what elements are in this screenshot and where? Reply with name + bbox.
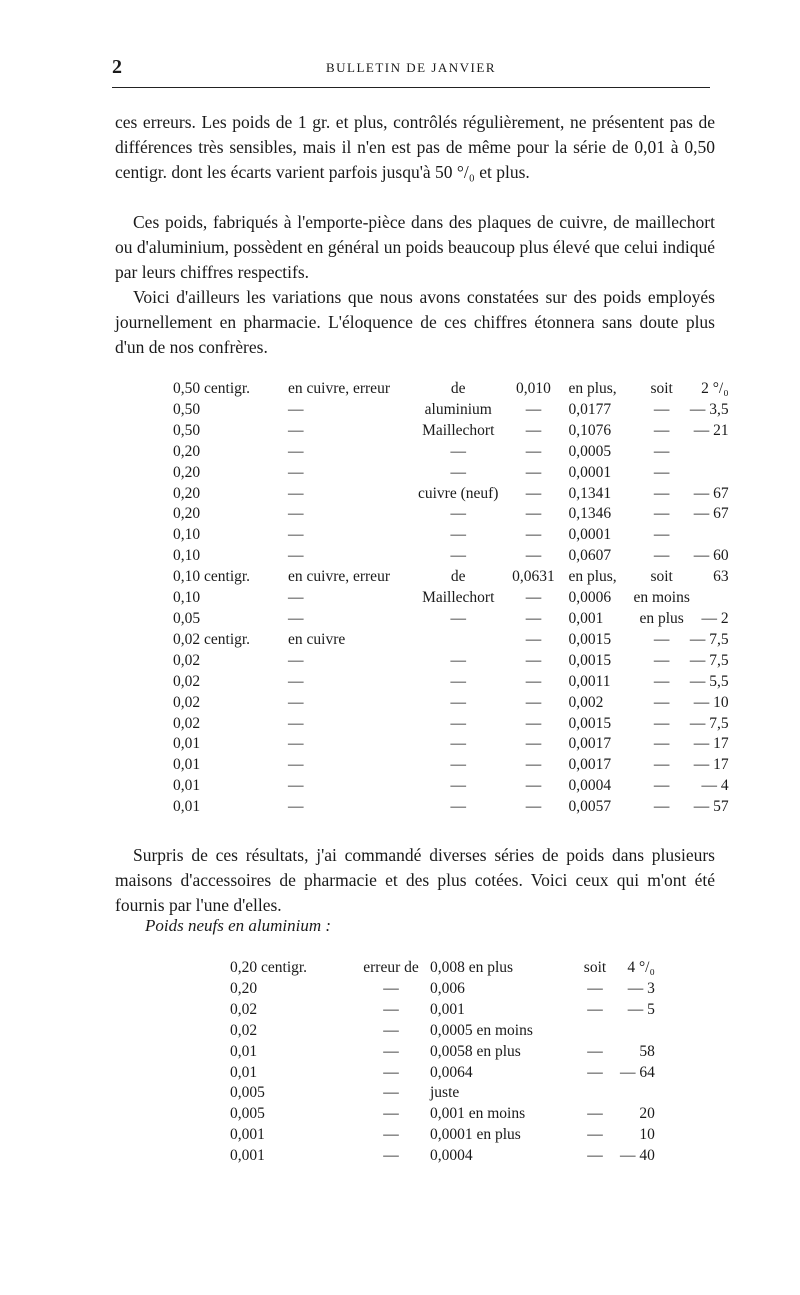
table-cell: juste (430, 1084, 460, 1102)
table-cell: — (653, 756, 670, 774)
table-cell: — (525, 400, 542, 418)
table-row (173, 734, 729, 755)
table-cell: — (653, 442, 670, 460)
table-cell: — (587, 1063, 603, 1081)
table-cell: 0,0004 (568, 777, 612, 795)
table-cell: — (653, 651, 670, 669)
table-cell: soit (650, 568, 673, 586)
table-cell: — (450, 547, 466, 565)
table-cell: 0,001 (430, 1000, 465, 1018)
table-cell: — (587, 1000, 603, 1018)
table-row (173, 776, 729, 797)
table-cell: — 57 (693, 798, 729, 816)
table-cell: — (288, 735, 304, 753)
table-cell: 0,0001 en plus (430, 1126, 521, 1144)
table-row (173, 400, 729, 421)
table-cell: 0,0015 (568, 651, 612, 669)
table-row (173, 672, 729, 693)
table-cell: — (450, 651, 466, 669)
table-cell: 0,005 (230, 1084, 265, 1102)
table-cell: 0,010 (516, 380, 551, 397)
table-cell: 58 (639, 1042, 655, 1060)
table-cell: — (525, 735, 542, 753)
table-cell: — 17 (693, 756, 729, 774)
table-cell: 0,1346 (568, 505, 612, 523)
table-cell: — (450, 609, 466, 627)
table-row (173, 693, 729, 714)
table-cell: — (525, 798, 542, 816)
table-cell: 0,0607 (568, 547, 612, 565)
aluminium-weights-table (230, 958, 655, 1167)
table-cell: 0,10 (173, 547, 201, 565)
table-cell: 0,0057 (568, 798, 612, 816)
table-cell: — (525, 463, 542, 481)
table-cell: — (587, 1105, 603, 1123)
table-cell: — (288, 609, 304, 627)
table-row (173, 651, 729, 672)
table-cell: — (450, 505, 466, 523)
table-cell: — (653, 484, 670, 502)
table-cell: 0,1341 (568, 484, 612, 502)
table-cell: 0,50 (173, 400, 201, 418)
table-cell: — (525, 484, 542, 502)
table-row (173, 504, 729, 525)
table-row (230, 1000, 655, 1021)
table-row (173, 546, 729, 567)
table-row (173, 484, 729, 505)
table-cell: — (288, 400, 304, 418)
table-cell: en cuivre, erreur (288, 380, 390, 397)
table-cell: — (288, 756, 304, 774)
table-cell: — (288, 714, 304, 732)
table-cell (418, 630, 498, 651)
table-cell: — (525, 630, 542, 648)
table-row (230, 1063, 655, 1084)
table-cell: — (288, 693, 304, 711)
table-cell (690, 525, 729, 546)
table-cell: — 7,5 (689, 651, 729, 669)
table-row (230, 979, 655, 1000)
table-cell: — (653, 672, 670, 690)
table-cell: — (587, 1147, 603, 1165)
table-cell: 0,0017 (568, 756, 612, 774)
table-cell: — (525, 672, 542, 690)
table-row (173, 797, 729, 818)
table-cell: — 67 (693, 505, 729, 523)
table-cell: — (288, 505, 304, 523)
table-cell: 0,0011 (568, 672, 611, 690)
table-cell: de (450, 568, 466, 586)
paragraph-1: ces erreurs. Les poids de 1 gr. et plus, contrôlés régulièrement, ne présentent pas de différences très sensibles, mais il n'en est pas de même pour la série de 0,01 à 0,50 centigr. dont les écarts varient parfois jusqu'à 50 °/₀ et plus. (115, 112, 715, 182)
table-cell: 0,006 (430, 979, 465, 997)
table-row (173, 609, 729, 630)
table-cell: 4 °/₀ (627, 959, 655, 976)
table-cell: 0,02 (173, 714, 201, 732)
table-cell: — 17 (693, 735, 729, 753)
table-row (173, 567, 729, 588)
table-cell: — (525, 756, 542, 774)
table-cell: — 3,5 (689, 400, 729, 418)
page-number: 2 (112, 56, 122, 78)
table-cell: 0,02 centigr. (173, 630, 251, 648)
table-cell: — (450, 693, 466, 711)
table-cell: 10 (639, 1126, 655, 1144)
table-cell: 0,20 (173, 442, 201, 460)
table-cell (690, 588, 729, 609)
table-cell: 0,02 (173, 672, 201, 690)
table-cell: 0,01 (173, 735, 201, 753)
table-cell: en plus, (568, 568, 617, 586)
table-cell: — (288, 547, 304, 565)
table-row (230, 958, 655, 979)
table-cell: 0,0017 (568, 735, 612, 753)
table-cell: en plus (639, 609, 684, 627)
table-cell: en cuivre, erreur (288, 568, 390, 586)
table-row (173, 463, 729, 484)
table-row (173, 714, 729, 735)
table-cell: 0,10 (173, 526, 201, 544)
table-cell: — 7,5 (689, 714, 729, 732)
table-cell (690, 442, 729, 463)
table-cell: en moins (633, 589, 690, 607)
table-cell: — (288, 442, 304, 460)
table-cell: 0,01 (230, 1063, 258, 1081)
table-cell: — (653, 693, 670, 711)
table-cell: — (653, 714, 670, 732)
table-cell: 0,20 (173, 463, 201, 481)
table-cell: — 4 (701, 777, 729, 795)
table-cell: — (288, 672, 304, 690)
table-cell: — (450, 463, 466, 481)
table-cell: — 5 (627, 1000, 655, 1018)
table-row (173, 442, 729, 463)
table-cell: 0,0005 (568, 442, 612, 460)
table-cell: — (653, 547, 670, 565)
table-cell: 0,10 (173, 589, 201, 607)
table-cell: — (653, 400, 670, 418)
table-cell: — (587, 1126, 603, 1144)
table-cell: — (288, 463, 304, 481)
table-cell: 0,20 (173, 505, 201, 523)
running-title: BULLETIN DE JANVIER (325, 60, 497, 75)
header-rule (112, 87, 710, 88)
table-cell: — 10 (693, 693, 729, 711)
table-cell: — (525, 421, 542, 439)
table-cell: — (525, 693, 542, 711)
table-cell: — 64 (620, 1063, 655, 1081)
table-cell (620, 1021, 655, 1042)
table-cell: 0,02 (230, 1000, 258, 1018)
paragraph-3: Voici d'ailleurs les variations que nous avons constatées sur des poids employés journellement en pharmacie. L'éloquence de ces chiffres étonnera sans doute plus d'un de nos confrères. (115, 287, 715, 357)
table-cell: — (288, 526, 304, 544)
table-cell: — (525, 547, 542, 565)
table-cell: 0,02 (173, 651, 201, 669)
table-cell (620, 1083, 655, 1104)
table-cell: — (525, 609, 542, 627)
table-cell: — (653, 526, 670, 544)
table-cell: — (653, 630, 670, 648)
table-cell: 0,1076 (568, 421, 612, 439)
table-cell: — (450, 714, 466, 732)
table-cell: — (288, 777, 304, 795)
variation-table (173, 379, 729, 818)
table-cell: — (450, 756, 466, 774)
table-cell: — (288, 798, 304, 816)
table-cell: 0,20 centigr. (230, 959, 308, 976)
table-cell: — (525, 526, 542, 544)
table-cell: 0,02 (173, 693, 201, 711)
table-cell: 0,20 (173, 484, 201, 502)
table-cell: 0,001 (230, 1147, 265, 1165)
table-cell: 0,0064 (430, 1063, 473, 1081)
table-cell: 0,0015 (568, 630, 612, 648)
table-row (230, 1146, 655, 1167)
table-cell: — (383, 1000, 399, 1018)
table-cell: — (288, 589, 304, 607)
table-cell: — (587, 979, 603, 997)
table-cell: — (450, 735, 466, 753)
table-cell: — (383, 1105, 399, 1123)
table-cell: Maillechort (422, 589, 495, 607)
table-cell: — (450, 672, 466, 690)
table-cell: 0,0006 (568, 589, 612, 607)
table-cell: — (288, 484, 304, 502)
table-cell: — (450, 442, 466, 460)
table-cell: — (450, 798, 466, 816)
table-cell: — (587, 1042, 603, 1060)
table-cell: — (288, 651, 304, 669)
page-header (112, 56, 710, 82)
table-cell: soit (583, 959, 607, 976)
table-cell: — (653, 505, 670, 523)
table-cell: 0,008 en plus (430, 959, 514, 976)
table-row (173, 588, 729, 609)
table-cell: 0,10 centigr. (173, 568, 251, 586)
table-cell: de (450, 380, 466, 397)
table-cell: — (450, 526, 466, 544)
table-cell: 0,001 (568, 609, 604, 627)
table-cell: — 3 (627, 979, 655, 997)
table-caption: Poids neufs en aluminium : (145, 916, 332, 935)
table-cell: — (525, 589, 542, 607)
table-cell: 0,02 (230, 1021, 258, 1039)
table-cell: — (525, 505, 542, 523)
table-cell: — (525, 442, 542, 460)
table-cell: — (383, 1063, 399, 1081)
table-cell: — (653, 735, 670, 753)
table-cell: — (383, 1126, 399, 1144)
table-cell: 2 °/₀ (701, 380, 729, 397)
table-cell: 0,0001 (568, 463, 612, 481)
table-cell: 0,20 (230, 979, 258, 997)
table-row (173, 421, 729, 442)
paragraph-2: Ces poids, fabriqués à l'emporte-pièce dans des plaques de cuivre, de maillechort ou d'aluminium, possèdent en général un poids beaucoup plus élevé que celui indiqué par leurs chiffres respectifs. (115, 212, 715, 282)
table-cell: — 7,5 (689, 630, 729, 648)
paragraph-4: Surpris de ces résultats, j'ai commandé diverses séries de poids dans plusieurs maisons d'accessoires de pharmacie et des plus cotées. Voici ceux qui m'ont été fournis par l'une d'elles. (115, 845, 715, 915)
table-cell: aluminium (424, 400, 492, 418)
table-cell: cuivre (neuf) (418, 484, 499, 502)
table-cell: 0,001 (230, 1126, 265, 1144)
table-cell: 0,0631 (512, 568, 555, 586)
table-cell: — (525, 651, 542, 669)
table-cell: — 60 (693, 547, 729, 565)
table-cell: 0,50 centigr. (173, 380, 251, 397)
table-cell: en cuivre (288, 630, 346, 648)
table-cell: 0,001 en moins (430, 1105, 526, 1123)
table-cell: — (653, 798, 670, 816)
table-cell: 63 (713, 568, 729, 586)
table-cell: — 21 (693, 421, 729, 439)
table-cell: 0,005 (230, 1105, 265, 1123)
table-cell: — 40 (620, 1147, 655, 1165)
table-row (230, 1042, 655, 1063)
table-cell: 0,0015 (568, 714, 612, 732)
table-cell: erreur de (363, 959, 419, 976)
table-cell: — (383, 1042, 399, 1060)
table-cell: 0,0001 (568, 526, 612, 544)
table-cell: 0,50 (173, 421, 201, 439)
table-cell: — 67 (693, 484, 729, 502)
table-cell: soit (650, 380, 673, 397)
table-cell: — (288, 421, 304, 439)
table-cell: 0,05 (173, 609, 201, 627)
table-row (230, 1104, 655, 1125)
table-cell: — (525, 714, 542, 732)
table-cell: — (525, 777, 542, 795)
table-row (230, 1021, 655, 1042)
table-cell: — (383, 1147, 399, 1165)
table-row (173, 525, 729, 546)
table-cell: 0,0177 (568, 400, 612, 418)
table-cell: — (383, 1021, 399, 1039)
table-cell: — (383, 1084, 399, 1102)
table-cell: — 5,5 (689, 672, 729, 690)
table-cell: Maillechort (422, 421, 495, 439)
table-row (173, 755, 729, 776)
table-cell: — (653, 463, 670, 481)
table-row (230, 1083, 655, 1104)
table-cell: 0,01 (173, 777, 201, 795)
table-cell: — (653, 777, 670, 795)
table-cell: — 2 (701, 609, 729, 627)
table-cell: 0,0005 en moins (430, 1021, 533, 1039)
table-cell: 0,01 (230, 1042, 258, 1060)
table-row (173, 379, 729, 400)
table-cell: 20 (639, 1105, 655, 1123)
table-cell: 0,01 (173, 798, 201, 816)
table-cell: 0,002 (568, 693, 604, 711)
table-row (230, 1125, 655, 1146)
table-cell (570, 1021, 620, 1042)
table-row (173, 630, 729, 651)
table-cell: — (450, 777, 466, 795)
table-cell (570, 1083, 620, 1104)
table-cell (690, 463, 729, 484)
table-cell: — (653, 421, 670, 439)
table-cell: en plus, (568, 380, 617, 397)
table-cell: — (383, 979, 399, 997)
table-cell: 0,01 (173, 756, 201, 774)
table-cell: 0,0004 (430, 1147, 473, 1165)
table-cell: 0,0058 en plus (430, 1042, 521, 1060)
